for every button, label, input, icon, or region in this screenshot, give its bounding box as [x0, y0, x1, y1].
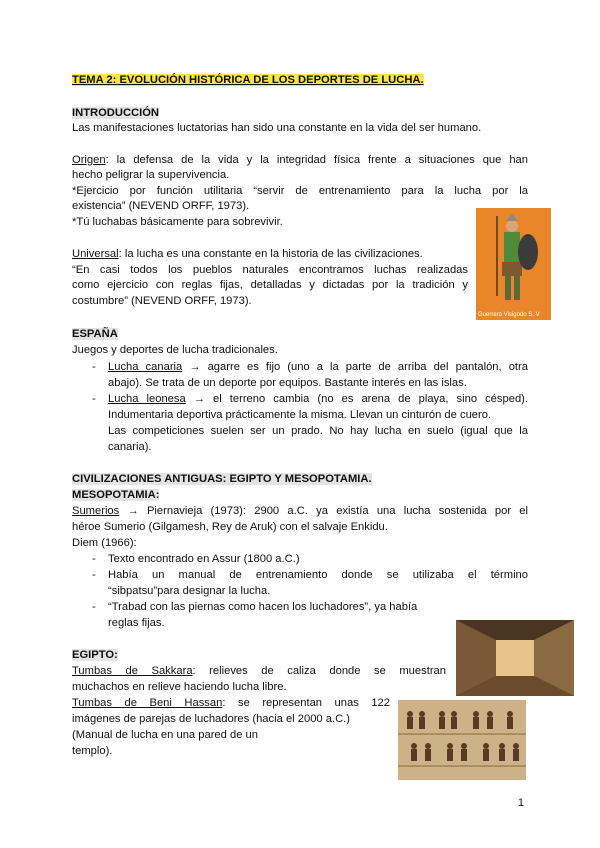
- sakkara-tomb-image: [456, 620, 574, 696]
- tomb-illustration: [456, 620, 574, 696]
- page-number: 1: [517, 797, 524, 809]
- universal-line-1: Universal: la lucha es una constante en la historia de las civilizaciones.: [72, 248, 423, 260]
- origen-line-1: Origen: la defensa de la vida y la integridad física frente a situaciones que han: [72, 154, 528, 166]
- sumerios-line-1: Sumerios → Piernavieja (1973): 2900 a.C. ya existía una lucha sostenida por el: [72, 505, 528, 517]
- egipto-heading: EGIPTO:: [72, 649, 118, 661]
- meso-heading: MESOPOTAMIA:: [72, 489, 160, 501]
- lucha-canaria-line-1: Lucha canaria → agarre es fijo (uno a la parte de arriba del pantalón, otra: [108, 361, 528, 373]
- visigoth-warrior-image: [476, 208, 551, 320]
- origen-line-4: existencia” (NEVEND ORFF, 1973).: [72, 200, 250, 212]
- meso-bullet-3-line-1: “Trabad con las piernas como hacen los luchadores”, ya había: [108, 601, 418, 613]
- sumerios-line-2: héroe Sumerio (Gilgamesh, Rey de Aruk) con el salvaje Enkidu.: [72, 521, 388, 533]
- document-title: [72, 73, 424, 88]
- universal-line-4: costumbre” (NEVEND ORFF, 1973).: [72, 295, 252, 307]
- warrior-caption: Guerrero Visigodo S. V: [478, 312, 540, 318]
- meso-bullet-2-line-1: Había un manual de entrenamiento donde se utilizaba el término: [108, 569, 528, 581]
- sakkara-line-2: muchachos en relieve haciendo lucha libre.: [72, 681, 287, 693]
- universal-line-2: “En casi todos los pueblos naturales encontramos luchas realizadas: [72, 264, 468, 276]
- meso-bullet-1: Texto encontrado en Assur (1800 a.C.): [108, 553, 300, 565]
- origen-line-5: *Tú luchabas básicamente para sobrevivir.: [72, 216, 283, 228]
- origen-line-2: hecho peligrar la supervivencia.: [72, 169, 230, 181]
- universal-line-3: como ejercicio con reglas fijas, detalladas y dictadas por la tradición y: [72, 279, 468, 291]
- beni-line-4: templo).: [72, 745, 113, 757]
- beni-line-2: imágenes de parejas de luchadores (hacia el 2000 a.C.): [72, 713, 350, 725]
- lucha-canaria-line-2: abajo). Se trata de un deporte por equipos. Bastante interés en las islas.: [108, 377, 467, 389]
- lucha-leonesa-line-2: Indumentaria deportiva prácticamente la misma. Llevan un cinturón de cuero.: [108, 409, 492, 421]
- bullet-dash: -: [92, 569, 96, 581]
- bullet-dash: -: [92, 393, 96, 405]
- beni-line-3: (Manual de lucha en una pared de un: [72, 729, 258, 741]
- origen-line-3: *Ejercicio por función utilitaria “servir de entrenamiento para la lucha por la: [72, 185, 528, 197]
- intro-text: Las manifestaciones luctatorias han sido una constante en la vida del ser humano.: [72, 122, 482, 134]
- wrestlers-illustration: [398, 700, 526, 780]
- espana-heading: ESPAÑA: [72, 328, 118, 340]
- bullet-dash: -: [92, 553, 96, 565]
- bullet-dash: -: [92, 601, 96, 613]
- warrior-illustration: [476, 208, 551, 320]
- beni-line-1: Tumbas de Beni Hassan: se representan unas 122: [72, 697, 390, 709]
- meso-bullet-2-line-2: “sibpatsu”para designar la lucha.: [108, 585, 271, 597]
- lucha-leonesa-line-4: canaria).: [108, 441, 152, 453]
- diem-label: Diem (1966):: [72, 537, 137, 549]
- intro-heading: INTRODUCCIÓN: [72, 107, 160, 119]
- lucha-leonesa-line-3: Las competiciones suelen ser un prado. No hay lucha en suelo (igual que la: [108, 425, 528, 437]
- sakkara-line-1: Tumbas de Sakkara: relieves de caliza donde se muestran: [72, 665, 446, 677]
- lucha-leonesa-line-1: Lucha leonesa → el terreno cambia (no es arena de playa, sino césped).: [108, 393, 529, 405]
- title-text: TEMA 2: EVOLUCIÓN HISTÓRICA DE LOS DEPORTES DE LUCHA.: [72, 74, 424, 86]
- meso-bullet-3-line-2: reglas fijas.: [108, 617, 165, 629]
- civ-heading: CIVILIZACIONES ANTIGUAS: EGIPTO Y MESOPOTAMIA.: [72, 473, 372, 485]
- bullet-dash: -: [92, 361, 96, 373]
- beni-hassan-wrestlers-image: [398, 700, 526, 780]
- espana-intro: Juegos y deportes de lucha tradicionales.: [72, 344, 278, 356]
